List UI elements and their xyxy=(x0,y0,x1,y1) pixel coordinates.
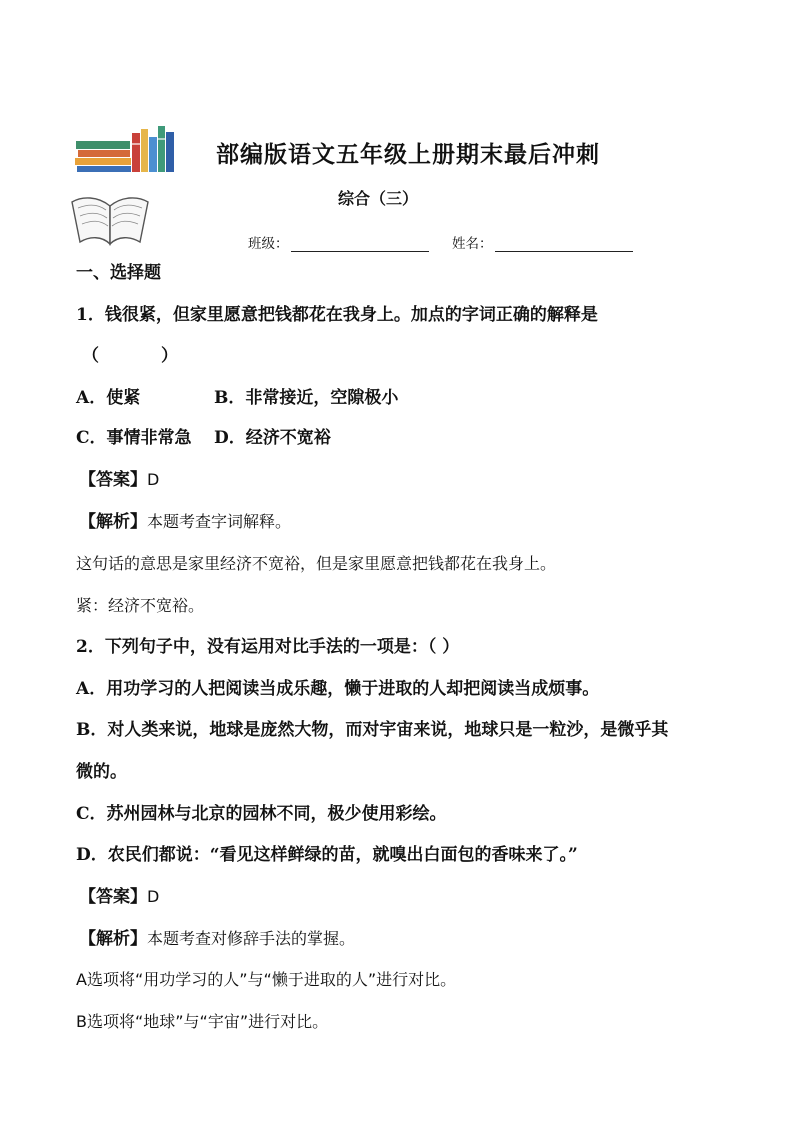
name-field xyxy=(452,232,633,252)
paren-close: ） xyxy=(161,346,178,366)
q2-option-c: C．苏州园林与北京的园林不同，极少使用彩绘。 xyxy=(76,804,447,824)
q2-analysis xyxy=(79,929,355,949)
q2-answer xyxy=(79,887,159,907)
q2-explanation-1: A选项将“用功学习的人”与“懒于进取的人”进行对比。 xyxy=(76,970,457,989)
q1-option-c: C．事情非常急 xyxy=(76,428,192,448)
q1-options-row1 xyxy=(76,388,399,408)
q1-options-row2 xyxy=(76,428,331,448)
answer-value: D xyxy=(147,887,160,906)
answer-value: D xyxy=(147,470,160,489)
name-label: 姓名： xyxy=(452,236,493,252)
q1-option-a: A．使紧 xyxy=(76,388,141,408)
q1-option-b: B．非常接近，空隙极小 xyxy=(214,388,399,408)
q1-stem: 1．钱很紧，但家里愿意把钱都花在我身上。加点的字词正确的解释是 xyxy=(76,305,598,325)
page-subtitle: 综合（三） xyxy=(338,189,419,208)
q2-option-a: A．用功学习的人把阅读当成乐趣，懒于进取的人却把阅读当成烦事。 xyxy=(76,679,600,699)
section-heading: 一、选择题 xyxy=(76,263,161,283)
q1-explanation-1: 这句话的意思是家里经济不宽裕，但是家里愿意把钱都花在我身上。 xyxy=(76,554,557,573)
class-input-line[interactable] xyxy=(291,237,429,252)
q2-stem: 2．下列句子中，没有运用对比手法的一项是：（ ） xyxy=(76,637,460,657)
name-input-line[interactable] xyxy=(495,237,633,252)
q1-explanation-2: 紧：经济不宽裕。 xyxy=(76,596,205,615)
q2-option-b-line1: B．对人类来说，地球是庞然大物，而对宇宙来说，地球只是一粒沙，是微乎其 xyxy=(76,720,669,740)
q1-answer xyxy=(79,470,159,490)
answer-tag: 【答案】 xyxy=(79,470,147,490)
analysis-text: 本题考查对修辞手法的掌握。 xyxy=(147,929,356,948)
open-book-icon xyxy=(68,192,152,248)
class-label: 班级： xyxy=(248,236,289,252)
page-title: 部编版语文五年级上册期末最后冲刺 xyxy=(216,141,600,168)
q1-answer-blank xyxy=(82,346,178,366)
analysis-tag: 【解析】 xyxy=(79,929,147,949)
q1-analysis xyxy=(79,512,291,532)
q2-option-d: D．农民们都说：“看见这样鲜绿的苗，就嗅出白面包的香味来了。” xyxy=(76,845,578,865)
q1-option-d: D．经济不宽裕 xyxy=(214,428,331,448)
q2-explanation-2: B选项将“地球”与“宇宙”进行对比。 xyxy=(76,1012,329,1031)
books-icon xyxy=(74,123,176,173)
analysis-tag: 【解析】 xyxy=(79,512,147,532)
q2-option-b-line2: 微的。 xyxy=(76,762,127,782)
class-field xyxy=(248,232,429,252)
analysis-text: 本题考查字词解释。 xyxy=(147,512,292,531)
paren-open: （ xyxy=(82,346,99,366)
answer-tag: 【答案】 xyxy=(79,887,147,907)
